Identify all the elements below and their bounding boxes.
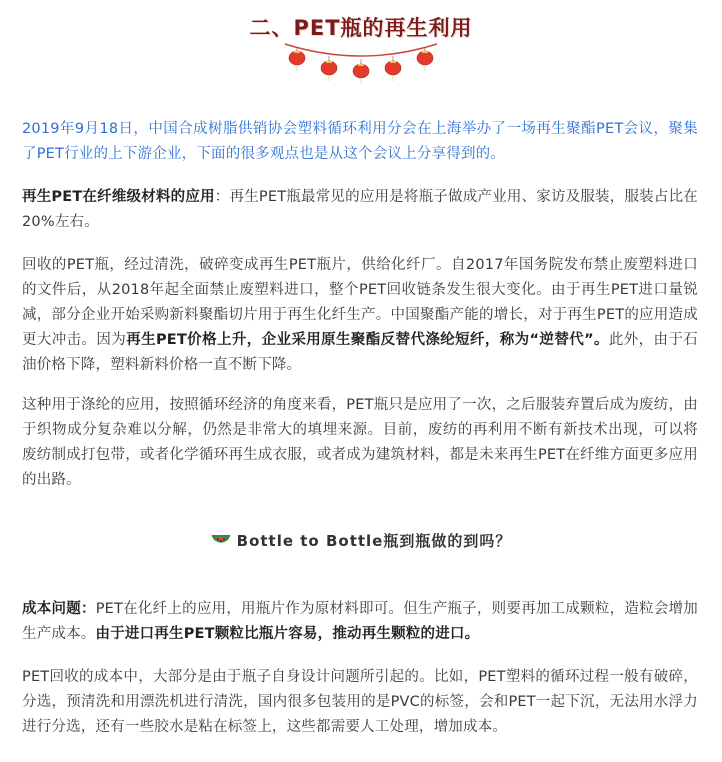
fiber-application-heading: 再生PET在纤维级材料的应用 bbox=[22, 189, 215, 205]
recycled-bottles-text: 回收的PET瓶，经过清洗，破碎变成再生PET瓶片，供给化纤厂。自2017年国务院发布禁止废塑料进口的文件后，从2018年起全面禁止废塑料进口，整个PET回收链条发生很大变化。由于再生PET进口量锐减，部分企业开始采购新料聚酯切片用于再生化纤生产。中国聚酯产能的增长，对于再生PET的应用造成更大冲击。因为 bbox=[22, 257, 698, 348]
lantern-garland-icon bbox=[281, 38, 441, 90]
cost-issue-paragraph bbox=[22, 597, 698, 647]
cost-detail-paragraph: PET回收的成本中，大部分是由于瓶子自身设计问题所引起的。比如，PET塑料的循环过程一般有破碎，分选，预清洗和用漂洗机进行清洗，国内很多包装用的是PVC的标签，会和PET一起下沉，无法用水浮力进行分选，还有一些胶水是粘在标签上，这些都需要人工处理，增加成本。 bbox=[22, 669, 698, 735]
cost-issue-text: PET在化纤上的应用，用瓶片作为原材料即可。但生产瓶子，则要再加工成颗粒，造粒会增加生产成本。 bbox=[22, 601, 698, 642]
polyester-application-paragraph: 这种用于涤纶的应用，按照循环经济的角度来看，PET瓶只是应用了一次，之后服装弃置后成为废纺，由于织物成分复杂难以分解，仍然是非常大的填埋来源。目前，废纺的再利用不断有新技术出现，可以将废纺制成打包带，或者化学循环再生成衣服，或者成为建筑材料，都是未来再生PET在纤维方面更多应用的出路。 bbox=[22, 397, 698, 488]
reverse-substitution-text: 再生PET价格上升，企业采用原生聚酯反替代涤纶短纤，称为“逆替代”。 bbox=[126, 332, 609, 348]
watermelon-icon bbox=[211, 530, 231, 550]
subheading-text: Bottle to Bottle瓶到瓶做的到吗？ bbox=[236, 532, 512, 550]
intro-paragraph: 2019年9月18日，中国合成树脂供销协会塑料循环利用分会在上海举办了一场再生聚酯PET会议，聚集了PET行业的上下游企业，下面的很多观点也是从这个会议上分享得到的。 bbox=[22, 121, 698, 162]
fiber-application-paragraph bbox=[22, 185, 698, 235]
bottle-to-bottle-subheading bbox=[0, 530, 722, 551]
cost-issue-bold-text: 由于进口再生PET颗粒比瓶片容易，推动再生颗粒的进口。 bbox=[95, 626, 480, 642]
cost-issue-heading: 成本问题： bbox=[22, 601, 96, 617]
oil-price-text: 此外，由于石油价格下降，塑料新料价格一直不断下降。 bbox=[22, 332, 699, 373]
recycled-bottles-paragraph bbox=[22, 253, 698, 378]
page-title: 二、PET瓶的再生利用 bbox=[249, 16, 473, 40]
fiber-application-text: ：再生PET瓶最常见的应用是将瓶子做成产业用、家访及服装，服装占比在20%左右。 bbox=[22, 189, 698, 230]
